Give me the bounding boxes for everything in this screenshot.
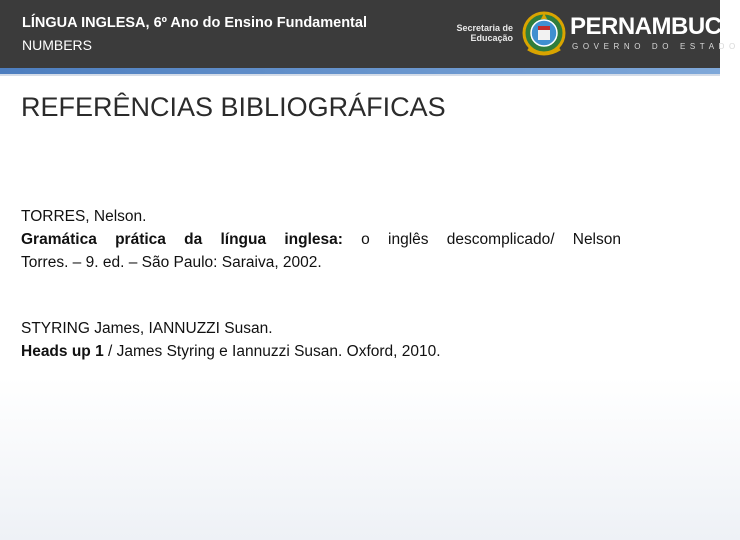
reference-author: STYRING James, IANNUZZI Susan. bbox=[21, 320, 273, 337]
secretaria-line-2: Educação bbox=[470, 33, 513, 43]
reference-details: o inglês descomplicado/ Nelson bbox=[342, 231, 621, 248]
reference-title: Gramática prática da língua inglesa: bbox=[21, 231, 343, 248]
state-crest-icon bbox=[522, 9, 566, 59]
course-topic: NUMBERS bbox=[22, 37, 93, 53]
page-title: REFERÊNCIAS BIBLIOGRÁFICAS bbox=[21, 92, 446, 122]
reference-details: / James Styring e Iannuzzi Susan. Oxford, 2010. bbox=[103, 343, 441, 360]
reference-author: TORRES, Nelson. bbox=[21, 208, 147, 225]
reference-title-line bbox=[21, 340, 621, 363]
reference-details-continued: Torres. – 9. ed. – São Paulo: Saraiva, 2002. bbox=[21, 254, 322, 271]
reference-item bbox=[21, 205, 621, 274]
reference-title-line bbox=[21, 228, 621, 251]
reference-item bbox=[21, 317, 621, 363]
course-title: LÍNGUA INGLESA, 6º Ano do Ensino Fundamental bbox=[22, 15, 367, 31]
secretaria-label bbox=[455, 23, 513, 43]
header-bar bbox=[0, 0, 740, 68]
reference-title: Heads up 1 bbox=[21, 343, 104, 360]
header-divider bbox=[0, 74, 720, 76]
brand-name: PERNAMBUCO bbox=[570, 13, 740, 40]
secretaria-line-1: Secretaria de bbox=[456, 23, 513, 33]
brand-subtitle: GOVERNO DO ESTADO bbox=[572, 42, 740, 51]
